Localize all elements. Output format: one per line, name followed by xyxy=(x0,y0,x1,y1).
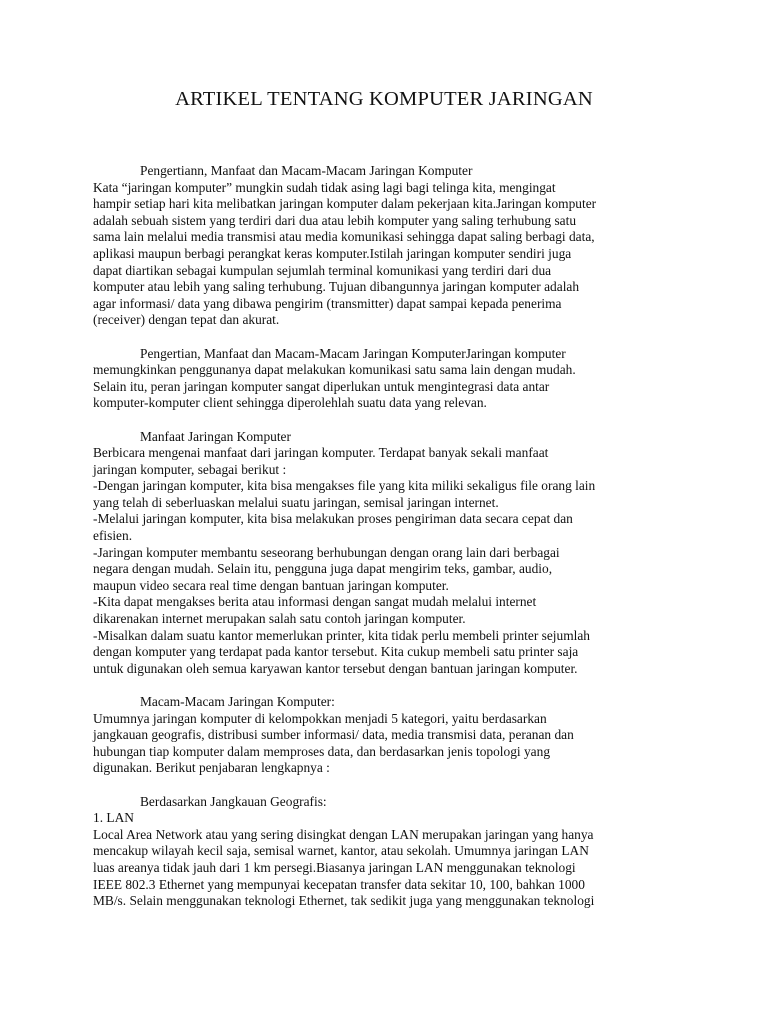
paragraph-line: aplikasi maupun berbagi perangkat keras komputer.Istilah jaringan komputer sendiri juga xyxy=(93,245,572,261)
section-heading: Pengertian, Manfaat dan Macam-Macam Jaringan KomputerJaringan komputer xyxy=(140,345,566,361)
section-heading: Berdasarkan Jangkauan Geografis: xyxy=(140,793,327,809)
paragraph-line: -Melalui jaringan komputer, kita bisa melakukan proses pengiriman data secara cepat dan xyxy=(93,511,573,527)
paragraph-line: (receiver) dengan tepat dan akurat. xyxy=(93,312,280,328)
paragraph-line: IEEE 802.3 Ethernet yang mempunyai kecepatan transfer data sekitar 10, 100, bahkan 1000 xyxy=(93,876,585,892)
paragraph-line: -Jaringan komputer membantu seseorang berhubungan dengan orang lain dari berbagai xyxy=(93,544,560,560)
document-title: ARTIKEL TENTANG KOMPUTER JARINGAN xyxy=(175,88,593,110)
paragraph-line: dikarenakan internet merupakan salah satu contoh jaringan komputer. xyxy=(93,611,466,627)
document-body xyxy=(93,163,681,926)
paragraph-line: maupun video secara real time dengan bantuan jaringan komputer. xyxy=(93,577,449,593)
paragraph-line: yang telah di seberluaskan melalui suatu jaringan, semisal jaringan internet. xyxy=(93,494,499,510)
document-section xyxy=(93,429,681,678)
paragraph-line: MB/s. Selain menggunakan teknologi Ethernet, tak sedikit juga yang menggunakan teknologi xyxy=(93,893,595,909)
paragraph-line: Selain itu, peran jaringan komputer sangat diperlukan untuk mengintegrasi data antar xyxy=(93,378,550,394)
paragraph-line: efisien. xyxy=(93,528,133,544)
paragraph-line: hampir setiap hari kita melibatkan jaringan komputer dalam pekerjaan kita.Jaringan komputer xyxy=(93,196,597,212)
paragraph-line: jaringan komputer, sebagai berikut : xyxy=(93,461,287,477)
paragraph-line: hubungan tiap komputer dalam memproses data, dan berdasarkan jenis topologi yang xyxy=(93,743,551,759)
paragraph-line: memungkinkan penggunanya dapat melakukan komunikasi satu sama lain dengan mudah. xyxy=(93,362,576,378)
paragraph-line: dapat diartikan sebagai kumpulan sejumlah terminal komunikasi yang terdiri dari dua xyxy=(93,262,552,278)
section-heading: Pengertiann, Manfaat dan Macam-Macam Jaringan Komputer xyxy=(140,163,473,178)
paragraph-line: -Dengan jaringan komputer, kita bisa mengakses file yang kita miliki sekaligus file orang lain xyxy=(93,478,596,494)
paragraph-line: untuk digunakan oleh semua karyawan kantor tersebut dengan bantuan jaringan komputer. xyxy=(93,660,578,676)
paragraph-line: komputer-komputer client sehingga diperolehlah suatu data yang relevan. xyxy=(93,395,487,411)
section-heading: Manfaat Jaringan Komputer xyxy=(140,428,291,444)
paragraph-line: komputer atau lebih yang saling terhubung. Tujuan dibangunnya jaringan komputer adalah xyxy=(93,279,580,295)
paragraph-line: jangkauan geografis, distribusi sumber informasi/ data, media transmisi data, peranan dan xyxy=(93,727,574,743)
paragraph-line: luas areanya tidak jauh dari 1 km persegi.Biasanya jaringan LAN menggunakan teknologi xyxy=(93,859,576,875)
paragraph-line: -Kita dapat mengakses berita atau informasi dengan sangat mudah melalui internet xyxy=(93,594,537,610)
paragraph-line: agar informasi/ data yang dibawa pengirim (transmitter) dapat sampai kepada penerima xyxy=(93,295,562,311)
paragraph-line: Umumnya jaringan komputer di kelompokkan menjadi 5 kategori, yaitu berdasarkan xyxy=(93,710,547,726)
document-section xyxy=(93,346,681,412)
paragraph-line: Berbicara mengenai manfaat dari jaringan komputer. Terdapat banyak sekali manfaat xyxy=(93,445,549,461)
paragraph-line: -Misalkan dalam suatu kantor memerlukan printer, kita tidak perlu membeli printer sejumlah xyxy=(93,627,591,643)
paragraph-line: mencakup wilayah kecil saja, semisal warnet, kantor, atau sekolah. Umumnya jaringan LAN xyxy=(93,843,589,859)
paragraph-line: adalah sebuah sistem yang terdiri dari dua atau lebih komputer yang saling terhubung satu xyxy=(93,212,577,228)
paragraph-line: 1. LAN xyxy=(93,810,134,826)
section-heading: Macam-Macam Jaringan Komputer: xyxy=(140,694,335,709)
paragraph-line: digunakan. Berikut penjabaran lengkapnya : xyxy=(93,760,330,776)
paragraph-line: Local Area Network atau yang sering disingkat dengan LAN merupakan jaringan yang hanya xyxy=(93,826,594,842)
paragraph-line: sama lain melalui media transmisi atau media komunikasi sehingga dapat saling berbagi data, xyxy=(93,229,595,245)
document-section xyxy=(93,794,681,910)
paragraph-line: dengan komputer yang terdapat pada kantor tersebut. Kita cukup membeli satu printer saja xyxy=(93,644,579,660)
paragraph-line: Kata “jaringan komputer” mungkin sudah tidak asing lagi bagi telinga kita, mengingat xyxy=(93,179,556,195)
document-section xyxy=(93,163,681,329)
paragraph-line: negara dengan mudah. Selain itu, pengguna juga dapat mengirim teks, gambar, audio, xyxy=(93,561,553,577)
document-section xyxy=(93,694,681,777)
